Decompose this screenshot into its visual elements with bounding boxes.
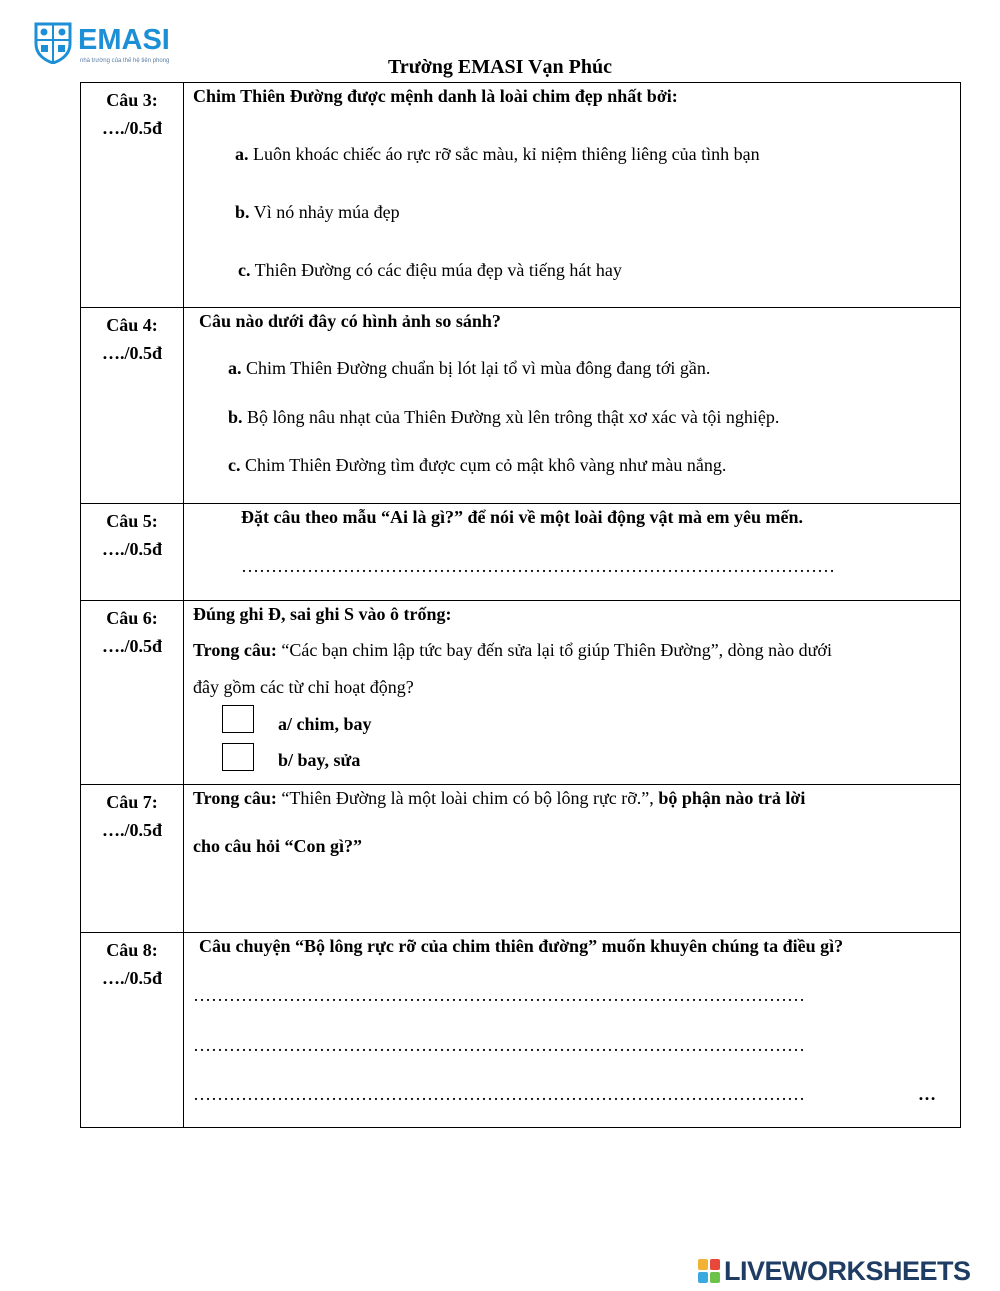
answer-option-a[interactable] bbox=[228, 358, 710, 379]
question-number-cell bbox=[81, 785, 184, 933]
answer-option-b[interactable] bbox=[228, 407, 779, 428]
question-content bbox=[184, 308, 961, 504]
question-ask-cont: cho câu hỏi “Con gì?” bbox=[193, 836, 363, 856]
question-prompt: Đặt câu theo mẫu “Ai là gì?” để nói về một loài động vật mà em yêu mến. bbox=[241, 507, 803, 527]
question-number-cell bbox=[81, 83, 184, 308]
answer-box-a[interactable] bbox=[222, 705, 254, 733]
answer-option-a: a/ chim, bay bbox=[278, 714, 372, 734]
question-prompt: Chim Thiên Đường được mệnh danh là loài chim đẹp nhất bởi: bbox=[193, 86, 678, 106]
question-content bbox=[184, 933, 961, 1128]
answer-line[interactable]: ……………………………………………………………………………………… bbox=[241, 556, 835, 576]
answer-box-b[interactable] bbox=[222, 743, 254, 771]
sentence-text: “Thiên Đường là một loài chim có bộ lông rực rỡ.”, bbox=[276, 788, 659, 808]
option-key: b. bbox=[228, 407, 243, 427]
option-key: a. bbox=[235, 144, 249, 164]
question-sentence-cont: đây gồm các từ chỉ hoạt động? bbox=[193, 677, 414, 697]
question-content bbox=[184, 601, 961, 785]
score-field[interactable]: …./0.5đ bbox=[101, 539, 162, 559]
option-text: Bộ lông nâu nhạt của Thiên Đường xù lên trông thật xơ xác và tội nghiệp. bbox=[242, 407, 780, 427]
sentence-lead: Trong câu: bbox=[193, 788, 277, 808]
question-sentence bbox=[193, 788, 805, 809]
score-field[interactable]: …./0.5đ bbox=[101, 343, 162, 363]
question-row-5 bbox=[81, 504, 961, 601]
answer-option-b[interactable] bbox=[235, 202, 400, 223]
question-sentence bbox=[193, 640, 832, 661]
question-content bbox=[184, 83, 961, 308]
question-row-4 bbox=[81, 308, 961, 504]
answer-option-a[interactable] bbox=[235, 144, 760, 165]
emasi-brand-text: EMASI bbox=[78, 24, 170, 56]
page-title: Trường EMASI Vạn Phúc bbox=[387, 56, 613, 78]
option-key: c. bbox=[228, 455, 241, 475]
liveworksheets-text: LIVEWORKSHEETS bbox=[724, 1256, 971, 1286]
question-label: Câu 7: bbox=[106, 792, 158, 812]
option-text: Thiên Đường có các điệu múa đẹp và tiếng hát hay bbox=[250, 260, 622, 280]
sentence-lead: Trong câu: bbox=[193, 640, 277, 660]
question-prompt: Đúng ghi Đ, sai ghi S vào ô trống: bbox=[193, 604, 452, 624]
option-text: Luôn khoác chiếc áo rực rỡ sắc màu, kỉ niệm thiêng liêng của tình bạn bbox=[248, 144, 760, 164]
question-number-cell bbox=[81, 601, 184, 785]
emasi-tagline: nhà trường của thế hệ tiên phong bbox=[80, 58, 170, 64]
option-text: Chim Thiên Đường chuẩn bị lót lại tổ vì mùa đông đang tới gần. bbox=[241, 358, 711, 378]
liveworksheets-brand bbox=[698, 1256, 998, 1286]
question-prompt: Câu nào dưới đây có hình ảnh so sánh? bbox=[199, 311, 501, 331]
option-text: Chim Thiên Đường tìm được cụm cỏ mật khô vàng như màu nắng. bbox=[240, 455, 727, 475]
sentence-text: “Các bạn chim lập tức bay đến sửa lại tổ giúp Thiên Đường”, dòng nào dưới bbox=[276, 640, 832, 660]
question-row-8 bbox=[81, 933, 961, 1128]
question-label: Câu 3: bbox=[106, 90, 158, 110]
question-row-7 bbox=[81, 785, 961, 933]
answer-line-1[interactable]: ………………………………………………………………………………………… bbox=[193, 985, 805, 1005]
liveworksheets-logo-icon bbox=[698, 1259, 720, 1283]
question-content bbox=[184, 504, 961, 601]
question-label: Câu 6: bbox=[106, 608, 158, 628]
question-row-3 bbox=[81, 83, 961, 308]
option-text: Vì nó nhảy múa đẹp bbox=[249, 202, 400, 222]
answer-line-3-end: … bbox=[918, 1084, 936, 1104]
answer-option-b: b/ bay, sửa bbox=[278, 750, 361, 770]
question-number-cell bbox=[81, 933, 184, 1128]
question-prompt: Câu chuyện “Bộ lông rực rỡ của chim thiên đường” muốn khuyên chúng ta điều gì? bbox=[199, 936, 844, 956]
option-key: a. bbox=[228, 358, 242, 378]
question-number-cell bbox=[81, 308, 184, 504]
score-field[interactable]: …./0.5đ bbox=[101, 820, 162, 840]
answer-option-c[interactable] bbox=[228, 455, 726, 476]
question-ask: bộ phận nào trả lời bbox=[658, 788, 806, 808]
question-number-cell bbox=[81, 504, 184, 601]
answer-line-3[interactable]: ………………………………………………………………………………………… bbox=[193, 1084, 805, 1104]
question-table bbox=[80, 82, 961, 1128]
question-row-6 bbox=[81, 601, 961, 785]
answer-line-2[interactable]: ………………………………………………………………………………………… bbox=[193, 1035, 805, 1055]
score-field[interactable]: …./0.5đ bbox=[101, 118, 162, 138]
score-field[interactable]: …./0.5đ bbox=[101, 968, 162, 988]
question-content bbox=[184, 785, 961, 933]
option-key: b. bbox=[235, 202, 250, 222]
option-key: c. bbox=[238, 260, 251, 280]
answer-option-c[interactable] bbox=[238, 260, 622, 281]
question-label: Câu 8: bbox=[106, 940, 158, 960]
question-label: Câu 4: bbox=[106, 315, 158, 335]
score-field[interactable]: …./0.5đ bbox=[101, 636, 162, 656]
question-label: Câu 5: bbox=[106, 511, 158, 531]
